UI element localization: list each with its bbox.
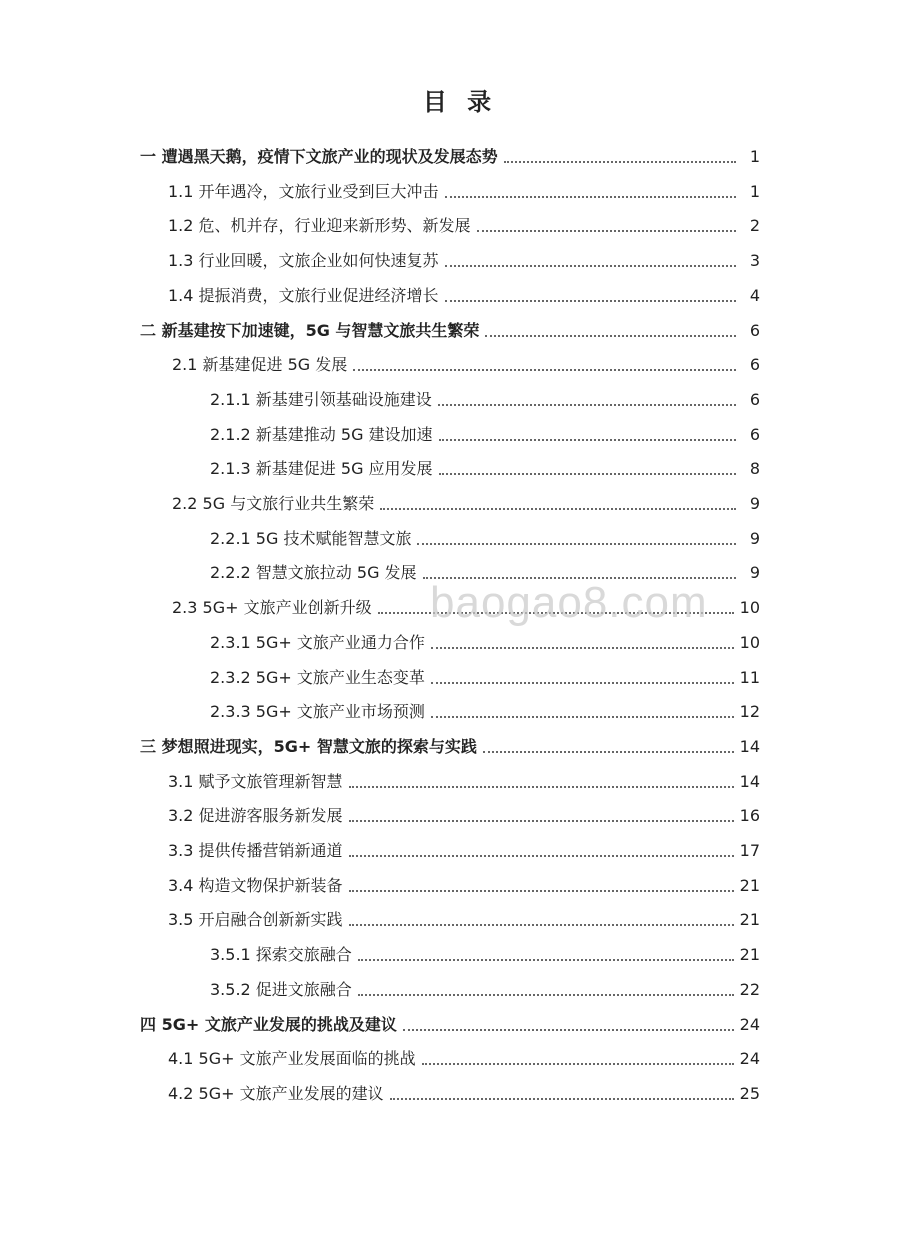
toc-entry[interactable] — [140, 732, 760, 762]
toc-entry[interactable] — [168, 801, 760, 831]
toc-entry[interactable] — [210, 628, 760, 658]
toc-entry[interactable] — [168, 281, 760, 311]
toc-entry-title: 3.5.2 促进文旅融合 — [210, 979, 352, 999]
toc-entry-title: 1.3 行业回暖，文旅企业如何快速复苏 — [168, 251, 439, 271]
toc-entry-title: 2.1.1 新基建引领基础设施建设 — [210, 389, 432, 409]
toc-dot-leader — [504, 161, 736, 163]
toc-entry-title: 3.1 赋予文旅管理新智慧 — [168, 771, 343, 791]
toc-page-number: 16 — [739, 806, 760, 826]
toc-dot-leader — [358, 959, 734, 961]
toc-entry[interactable] — [210, 454, 760, 484]
toc-entry-title: 3.4 构造文物保护新装备 — [168, 875, 343, 895]
toc-page-number: 8 — [749, 459, 760, 479]
toc-entry-title: 2.3.1 5G+ 文旅产业通力合作 — [210, 632, 425, 652]
toc-page-number: 24 — [739, 1049, 760, 1069]
toc-dot-leader — [349, 924, 734, 926]
toc-page-number: 21 — [739, 945, 760, 965]
toc-page-number: 3 — [749, 251, 760, 271]
toc-page-number: 25 — [739, 1083, 760, 1103]
toc-page-number: 21 — [739, 910, 760, 930]
toc-dot-leader — [439, 439, 736, 441]
toc-entry[interactable] — [168, 177, 760, 207]
toc-page-number: 9 — [749, 528, 760, 548]
toc-entry-title: 2.3.3 5G+ 文旅产业市场预测 — [210, 702, 425, 722]
toc-page-number: 12 — [739, 702, 760, 722]
toc-dot-leader — [349, 820, 734, 822]
toc-entry-title: 2.1.2 新基建推动 5G 建设加速 — [210, 424, 433, 444]
toc-page-number: 1 — [749, 147, 760, 166]
toc-dot-leader — [431, 716, 734, 718]
toc-entry-title: 4.1 5G+ 文旅产业发展面临的挑战 — [168, 1049, 416, 1069]
toc-dot-leader — [390, 1098, 734, 1100]
toc-dot-leader — [431, 647, 734, 649]
toc-page-number: 2 — [749, 216, 760, 236]
toc-dot-leader — [445, 265, 736, 267]
toc-dot-leader — [431, 682, 734, 684]
toc-dot-leader — [353, 369, 736, 371]
toc-dot-leader — [403, 1029, 734, 1031]
toc-page-number: 21 — [739, 875, 760, 895]
toc-dot-leader — [380, 508, 736, 510]
toc-entry-title: 2.1.3 新基建促进 5G 应用发展 — [210, 459, 433, 479]
toc-entry[interactable] — [172, 489, 760, 519]
toc-page-number: 9 — [749, 563, 760, 583]
toc-dot-leader — [438, 404, 736, 406]
toc-entry-title: 2.1 新基建促进 5G 发展 — [172, 355, 348, 375]
toc-entry[interactable] — [210, 385, 760, 415]
toc-entry[interactable] — [168, 211, 760, 241]
toc-dot-leader — [483, 751, 734, 753]
toc-entry[interactable] — [168, 871, 760, 901]
watermark: baogao8.com — [430, 578, 708, 627]
toc-entry-title: 1.2 危、机并存，行业迎来新形势、新发展 — [168, 216, 471, 236]
toc-dot-leader — [349, 855, 734, 857]
toc-page-number: 10 — [739, 632, 760, 652]
toc-entry-title: 1.1 开年遇冷，文旅行业受到巨大冲击 — [168, 181, 439, 201]
toc-entry[interactable] — [168, 905, 760, 935]
toc-dot-leader — [445, 196, 736, 198]
toc-page-number: 1 — [749, 181, 760, 201]
toc-entry[interactable] — [140, 142, 760, 172]
toc-entry[interactable] — [210, 663, 760, 693]
toc-entry-title: 3.5.1 探索交旅融合 — [210, 945, 352, 965]
toc-page-number: 17 — [739, 841, 760, 860]
toc-page-number: 4 — [749, 285, 760, 305]
toc-entry-title: 3.2 促进游客服务新发展 — [168, 806, 343, 826]
toc-dot-leader — [422, 1063, 734, 1065]
toc-dot-leader — [485, 335, 736, 337]
toc-entry[interactable] — [210, 420, 760, 450]
toc-entry[interactable] — [172, 350, 760, 380]
toc-dot-leader — [417, 543, 736, 545]
toc-entry[interactable] — [210, 524, 760, 554]
toc-entry[interactable] — [210, 697, 760, 727]
toc-page-number: 14 — [739, 771, 760, 791]
toc-dot-leader — [358, 994, 734, 996]
toc-entry[interactable] — [140, 316, 760, 346]
toc-page-number: 9 — [749, 494, 760, 513]
toc-entry-title: 二 新基建按下加速键，5G 与智慧文旅共生繁荣 — [140, 320, 480, 340]
toc-page-number: 11 — [739, 667, 760, 687]
toc-entry[interactable] — [168, 1079, 760, 1109]
toc-entry-title: 3.5 开启融合创新新实践 — [168, 910, 343, 930]
toc-entry-title: 3.3 提供传播营销新通道 — [168, 841, 343, 860]
toc-dot-leader — [349, 786, 734, 788]
toc-entry-title: 2.2.2 智慧文旅拉动 5G 发展 — [210, 563, 417, 583]
toc-entry-title: 2.3.2 5G+ 文旅产业生态变革 — [210, 667, 425, 687]
toc-page-number: 24 — [739, 1014, 760, 1034]
toc-entry-title: 2.3 5G+ 文旅产业创新升级 — [172, 598, 372, 618]
toc-entry-title: 4.2 5G+ 文旅产业发展的建议 — [168, 1083, 384, 1103]
toc-page-number: 6 — [749, 389, 760, 409]
toc-entry-title: 一 遭遇黑天鹅，疫情下文旅产业的现状及发展态势 — [140, 147, 498, 166]
toc-page-number: 22 — [739, 979, 760, 999]
toc-dot-leader — [349, 890, 734, 892]
toc-entry[interactable] — [210, 940, 760, 970]
toc-entry-title: 2.2.1 5G 技术赋能智慧文旅 — [210, 528, 412, 548]
toc-entry-title: 四 5G+ 文旅产业发展的挑战及建议 — [140, 1014, 397, 1034]
toc-entry[interactable] — [210, 975, 760, 1005]
toc-entry[interactable] — [168, 246, 760, 276]
toc-dot-leader — [477, 230, 736, 232]
toc-entry-title: 三 梦想照进现实，5G+ 智慧文旅的探索与实践 — [140, 736, 477, 756]
page-title: 目 录 — [422, 88, 498, 116]
toc-entry[interactable] — [168, 1044, 760, 1074]
toc-entry-title: 2.2 5G 与文旅行业共生繁荣 — [172, 494, 375, 513]
toc-dot-leader — [445, 300, 736, 302]
toc-dot-leader — [439, 473, 736, 475]
toc-entry[interactable] — [168, 836, 760, 866]
toc-page-number: 6 — [749, 355, 760, 375]
toc-entry-title: 1.4 提振消费，文旅行业促进经济增长 — [168, 285, 439, 305]
toc-page-number: 10 — [739, 598, 760, 618]
toc-page-number: 6 — [749, 320, 760, 340]
toc-page-number: 6 — [749, 424, 760, 444]
toc-entry[interactable] — [140, 1010, 760, 1040]
toc-page-number: 14 — [739, 736, 760, 756]
toc-entry[interactable] — [168, 767, 760, 797]
